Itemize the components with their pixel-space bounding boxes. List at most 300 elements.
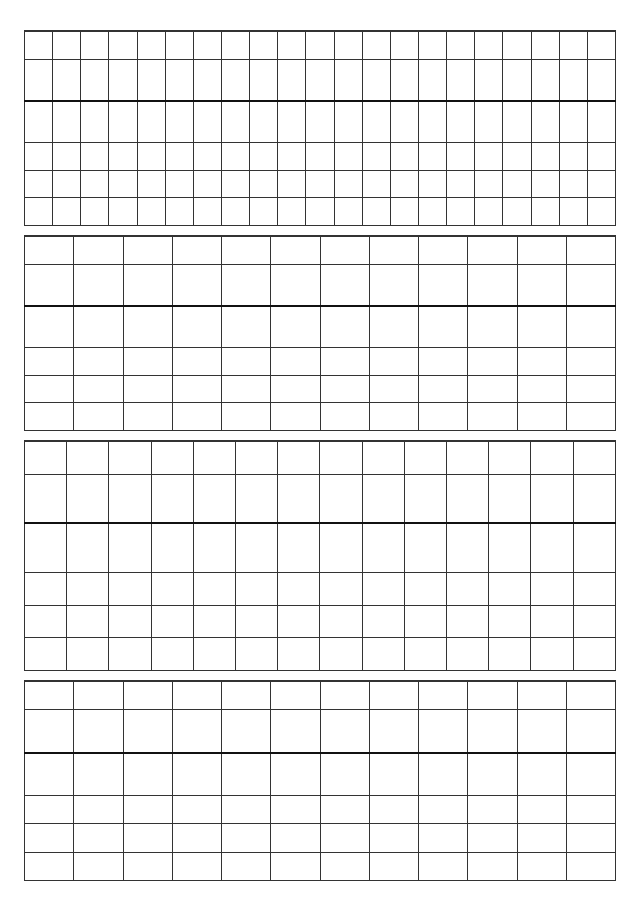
table-cell xyxy=(109,638,151,671)
table-cell xyxy=(193,198,221,226)
table-cell xyxy=(236,474,278,523)
table-cell xyxy=(25,403,74,431)
table-cell xyxy=(25,347,74,375)
table-cell xyxy=(369,264,418,306)
table-cell xyxy=(475,170,503,198)
table-cell xyxy=(165,59,193,101)
table-cell xyxy=(573,523,615,572)
table-cell xyxy=(419,403,468,431)
table-cell xyxy=(74,795,123,823)
table-cell xyxy=(25,142,53,170)
table-cell xyxy=(404,605,446,638)
table-cell xyxy=(109,572,151,605)
table-cell xyxy=(517,264,566,306)
table-cell xyxy=(53,170,81,198)
table-cell xyxy=(271,753,320,796)
table-cell xyxy=(193,572,235,605)
table-cell xyxy=(320,474,362,523)
table-cell xyxy=(137,170,165,198)
table-cell xyxy=(123,403,172,431)
table-cell xyxy=(489,605,531,638)
table-cell xyxy=(503,101,531,143)
table-cell xyxy=(566,795,615,823)
table-cell xyxy=(369,795,418,823)
table-cell xyxy=(468,682,517,710)
table-cell xyxy=(236,638,278,671)
table-cell xyxy=(151,638,193,671)
table-cell xyxy=(109,32,137,60)
table-cell xyxy=(123,237,172,265)
table-cell xyxy=(362,170,390,198)
table-cell xyxy=(447,605,489,638)
table-cell xyxy=(559,170,587,198)
table-cell xyxy=(362,474,404,523)
table-cell xyxy=(81,198,109,226)
table-cell xyxy=(306,101,334,143)
table-cell xyxy=(362,32,390,60)
table-cell xyxy=(390,198,418,226)
table-row xyxy=(25,347,616,375)
table-cell xyxy=(390,170,418,198)
table-cell xyxy=(503,59,531,101)
table-cell xyxy=(271,264,320,306)
table-cell xyxy=(320,605,362,638)
table-cell xyxy=(123,824,172,852)
table-cell xyxy=(123,710,172,753)
table-cell xyxy=(489,474,531,523)
table-cell xyxy=(25,824,74,852)
table-cell xyxy=(151,442,193,475)
table-cell xyxy=(25,198,53,226)
table-cell xyxy=(566,852,615,880)
table-cell xyxy=(53,142,81,170)
table-cell xyxy=(222,852,271,880)
table-cell xyxy=(222,237,271,265)
table-row xyxy=(25,403,616,431)
table-cell xyxy=(123,264,172,306)
table-cell xyxy=(531,605,573,638)
section-4-table xyxy=(24,680,616,881)
table-cell xyxy=(517,852,566,880)
table-cell xyxy=(193,59,221,101)
table-row xyxy=(25,795,616,823)
table-cell xyxy=(109,523,151,572)
table-cell xyxy=(320,824,369,852)
table-cell xyxy=(390,101,418,143)
table-cell xyxy=(566,306,615,348)
table-cell xyxy=(81,32,109,60)
table-cell xyxy=(25,523,67,572)
table-cell xyxy=(137,59,165,101)
table-cell xyxy=(137,101,165,143)
table-cell xyxy=(25,59,53,101)
table-cell xyxy=(109,59,137,101)
table-cell xyxy=(320,638,362,671)
table-cell xyxy=(468,753,517,796)
table-cell xyxy=(74,264,123,306)
table-cell xyxy=(74,375,123,403)
table-cell xyxy=(74,403,123,431)
table-cell xyxy=(566,347,615,375)
table-cell xyxy=(193,101,221,143)
table-cell xyxy=(362,101,390,143)
table-cell xyxy=(573,572,615,605)
table-cell xyxy=(587,142,615,170)
table-cell xyxy=(137,142,165,170)
table-cell xyxy=(503,142,531,170)
table-cell xyxy=(517,375,566,403)
table-cell xyxy=(320,523,362,572)
table-row xyxy=(25,682,616,710)
table-cell xyxy=(74,306,123,348)
table-3 xyxy=(24,441,616,671)
table-cell xyxy=(123,375,172,403)
table-cell xyxy=(151,523,193,572)
table-cell xyxy=(447,198,475,226)
table-cell xyxy=(25,264,74,306)
table-row xyxy=(25,101,616,143)
table-cell xyxy=(250,101,278,143)
table-cell xyxy=(531,442,573,475)
table-cell xyxy=(165,32,193,60)
table-cell xyxy=(503,198,531,226)
table-cell xyxy=(468,795,517,823)
table-cell xyxy=(25,710,74,753)
table-cell xyxy=(566,824,615,852)
table-cell xyxy=(531,198,559,226)
table-cell xyxy=(271,237,320,265)
table-cell xyxy=(320,375,369,403)
table-cell xyxy=(81,59,109,101)
table-cell xyxy=(531,474,573,523)
table-cell xyxy=(566,710,615,753)
table-cell xyxy=(559,59,587,101)
table-cell xyxy=(25,682,74,710)
table-cell xyxy=(221,142,249,170)
table-cell xyxy=(222,264,271,306)
table-cell xyxy=(74,237,123,265)
table-cell xyxy=(236,572,278,605)
table-cell xyxy=(369,824,418,852)
table-cell xyxy=(271,795,320,823)
table-cell xyxy=(447,442,489,475)
table-cell xyxy=(362,572,404,605)
table-row xyxy=(25,264,616,306)
table-row xyxy=(25,375,616,403)
table-cell xyxy=(306,142,334,170)
table-cell xyxy=(109,142,137,170)
table-cell xyxy=(419,237,468,265)
table-cell xyxy=(362,198,390,226)
table-cell xyxy=(559,142,587,170)
table-cell xyxy=(67,523,109,572)
table-cell xyxy=(271,403,320,431)
table-cell xyxy=(123,347,172,375)
table-cell xyxy=(278,572,320,605)
table-cell xyxy=(222,375,271,403)
table-cell xyxy=(320,682,369,710)
table-cell xyxy=(278,101,306,143)
table-cell xyxy=(250,198,278,226)
table-cell xyxy=(369,375,418,403)
table-cell xyxy=(193,605,235,638)
table-cell xyxy=(25,101,53,143)
table-cell xyxy=(531,638,573,671)
table-4 xyxy=(24,681,616,881)
table-cell xyxy=(221,59,249,101)
table-cell xyxy=(419,682,468,710)
table-cell xyxy=(306,198,334,226)
table-cell xyxy=(151,605,193,638)
table-cell xyxy=(517,710,566,753)
table-row xyxy=(25,852,616,880)
table-cell xyxy=(475,59,503,101)
table-cell xyxy=(362,605,404,638)
table-cell xyxy=(193,523,235,572)
table-cell xyxy=(278,32,306,60)
table-cell xyxy=(74,682,123,710)
table-cell xyxy=(123,795,172,823)
table-cell xyxy=(151,474,193,523)
table-cell xyxy=(489,638,531,671)
table-cell xyxy=(334,101,362,143)
table-row xyxy=(25,32,616,60)
table-cell xyxy=(573,638,615,671)
table-cell xyxy=(74,824,123,852)
table-cell xyxy=(447,59,475,101)
table-cell xyxy=(278,638,320,671)
table-cell xyxy=(137,32,165,60)
section-2-table xyxy=(24,235,616,431)
table-cell xyxy=(369,852,418,880)
table-cell xyxy=(109,474,151,523)
table-cell xyxy=(404,523,446,572)
table-cell xyxy=(475,101,503,143)
table-cell xyxy=(468,403,517,431)
table-cell xyxy=(566,237,615,265)
table-cell xyxy=(123,852,172,880)
table-cell xyxy=(419,824,468,852)
table-cell xyxy=(334,59,362,101)
table-cell xyxy=(172,753,221,796)
table-cell xyxy=(566,403,615,431)
table-cell xyxy=(172,795,221,823)
table-row xyxy=(25,306,616,348)
table-cell xyxy=(559,32,587,60)
table-cell xyxy=(587,59,615,101)
table-cell xyxy=(404,638,446,671)
table-cell xyxy=(172,824,221,852)
table-cell xyxy=(278,142,306,170)
table-cell xyxy=(250,32,278,60)
table-cell xyxy=(475,32,503,60)
table-cell xyxy=(53,198,81,226)
table-cell xyxy=(222,753,271,796)
table-row xyxy=(25,710,616,753)
table-cell xyxy=(67,474,109,523)
table-cell xyxy=(320,710,369,753)
table-cell xyxy=(278,523,320,572)
table-cell xyxy=(222,306,271,348)
table-cell xyxy=(369,347,418,375)
table-cell xyxy=(320,852,369,880)
table-cell xyxy=(362,523,404,572)
table-cell xyxy=(25,32,53,60)
table-cell xyxy=(517,306,566,348)
table-cell xyxy=(587,170,615,198)
table-cell xyxy=(74,710,123,753)
table-cell xyxy=(165,170,193,198)
table-cell xyxy=(503,170,531,198)
table-cell xyxy=(193,474,235,523)
table-cell xyxy=(25,306,74,348)
table-cell xyxy=(67,638,109,671)
table-cell xyxy=(123,753,172,796)
table-cell xyxy=(566,264,615,306)
table-row xyxy=(25,170,616,198)
table-cell xyxy=(419,375,468,403)
table-cell xyxy=(109,170,137,198)
table-cell xyxy=(475,198,503,226)
table-cell xyxy=(222,682,271,710)
table-row xyxy=(25,442,616,475)
table-cell xyxy=(165,198,193,226)
table-cell xyxy=(172,682,221,710)
table-cell xyxy=(447,142,475,170)
table-cell xyxy=(123,306,172,348)
table-cell xyxy=(573,474,615,523)
table-cell xyxy=(250,170,278,198)
table-row xyxy=(25,474,616,523)
table-cell xyxy=(334,198,362,226)
table-cell xyxy=(74,852,123,880)
table-cell xyxy=(222,347,271,375)
table-cell xyxy=(271,306,320,348)
table-cell xyxy=(489,523,531,572)
table-row xyxy=(25,237,616,265)
table-cell xyxy=(271,347,320,375)
table-cell xyxy=(418,198,446,226)
table-cell xyxy=(517,403,566,431)
table-cell xyxy=(468,824,517,852)
table-cell xyxy=(25,442,67,475)
table-cell xyxy=(221,170,249,198)
table-cell xyxy=(172,306,221,348)
table-cell xyxy=(566,753,615,796)
table-cell xyxy=(468,306,517,348)
table-cell xyxy=(517,824,566,852)
table-cell xyxy=(447,170,475,198)
table-cell xyxy=(25,795,74,823)
table-row xyxy=(25,605,616,638)
table-cell xyxy=(419,852,468,880)
table-cell xyxy=(419,347,468,375)
table-cell xyxy=(362,59,390,101)
table-cell xyxy=(193,170,221,198)
table-cell xyxy=(517,795,566,823)
table-cell xyxy=(390,142,418,170)
table-cell xyxy=(419,710,468,753)
table-cell xyxy=(369,403,418,431)
table-row xyxy=(25,572,616,605)
table-cell xyxy=(369,682,418,710)
table-cell xyxy=(468,375,517,403)
table-cell xyxy=(362,442,404,475)
table-cell xyxy=(25,638,67,671)
table-cell xyxy=(172,237,221,265)
table-cell xyxy=(250,59,278,101)
table-cell xyxy=(236,605,278,638)
table-cell xyxy=(517,237,566,265)
table-cell xyxy=(418,142,446,170)
table-cell xyxy=(559,198,587,226)
table-cell xyxy=(172,710,221,753)
table-cell xyxy=(517,682,566,710)
table-row xyxy=(25,142,616,170)
table-cell xyxy=(81,101,109,143)
table-cell xyxy=(320,403,369,431)
table-cell xyxy=(531,170,559,198)
table-cell xyxy=(81,142,109,170)
table-cell xyxy=(278,59,306,101)
table-cell xyxy=(151,572,193,605)
table-cell xyxy=(278,170,306,198)
table-cell xyxy=(390,32,418,60)
table-cell xyxy=(531,59,559,101)
table-cell xyxy=(531,523,573,572)
table-cell xyxy=(419,306,468,348)
table-cell xyxy=(468,347,517,375)
table-cell xyxy=(320,306,369,348)
table-cell xyxy=(67,572,109,605)
table-cell xyxy=(165,101,193,143)
table-cell xyxy=(222,795,271,823)
table-cell xyxy=(67,605,109,638)
table-cell xyxy=(271,852,320,880)
table-cell xyxy=(306,59,334,101)
table-cell xyxy=(369,710,418,753)
table-cell xyxy=(475,142,503,170)
table-cell xyxy=(419,753,468,796)
table-cell xyxy=(362,638,404,671)
table-cell xyxy=(25,605,67,638)
table-cell xyxy=(419,264,468,306)
table-cell xyxy=(320,237,369,265)
table-cell xyxy=(489,572,531,605)
table-cell xyxy=(320,753,369,796)
table-cell xyxy=(25,170,53,198)
table-cell xyxy=(193,32,221,60)
table-row xyxy=(25,59,616,101)
table-1 xyxy=(24,31,616,226)
table-cell xyxy=(320,264,369,306)
table-cell xyxy=(468,852,517,880)
table-cell xyxy=(447,101,475,143)
table-cell xyxy=(25,852,74,880)
table-cell xyxy=(172,852,221,880)
table-cell xyxy=(172,347,221,375)
table-cell xyxy=(390,59,418,101)
table-cell xyxy=(278,474,320,523)
table-cell xyxy=(236,442,278,475)
table-cell xyxy=(172,375,221,403)
table-cell xyxy=(67,442,109,475)
table-cell xyxy=(165,142,193,170)
table-cell xyxy=(109,101,137,143)
table-cell xyxy=(362,142,390,170)
table-cell xyxy=(566,375,615,403)
table-cell xyxy=(369,753,418,796)
